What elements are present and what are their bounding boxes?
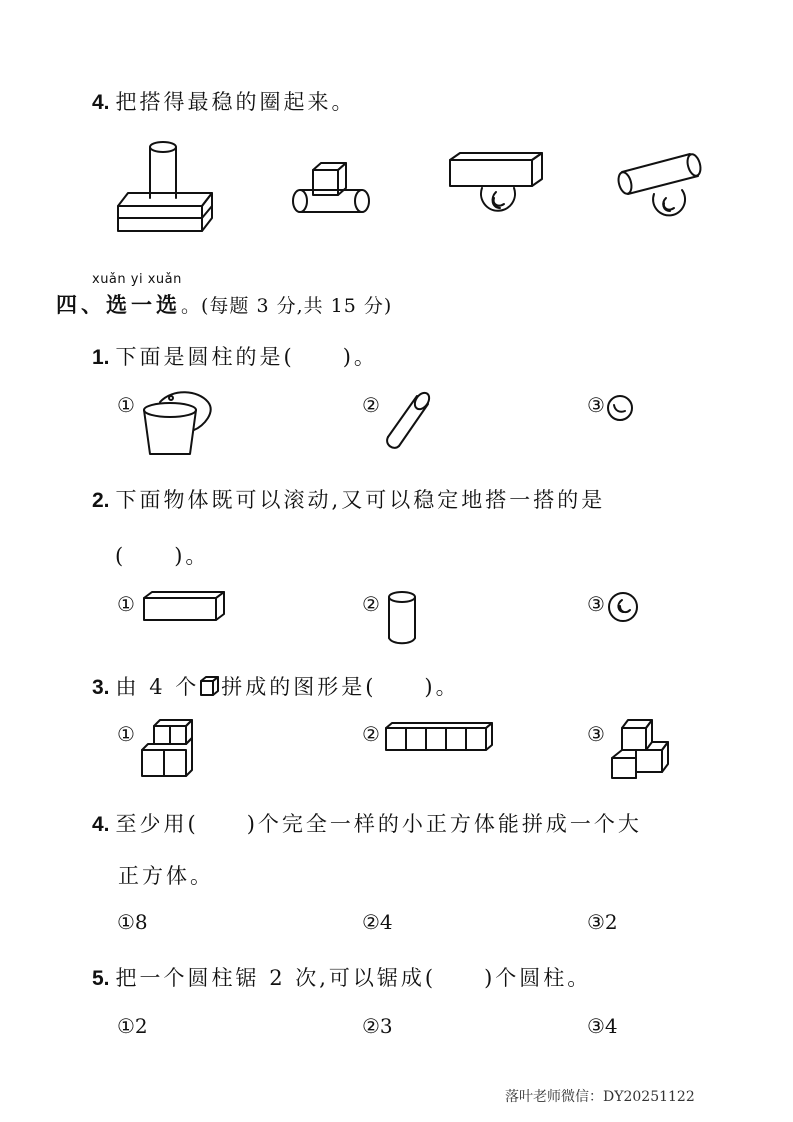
q4-option-3[interactable]: ③2	[587, 910, 618, 934]
footer-contact: 落叶老师微信：DY20251122	[505, 1089, 695, 1105]
q1-option-1-label[interactable]: ①	[117, 393, 135, 417]
question-number: 4.	[92, 813, 110, 836]
q3-option-2-label[interactable]: ②	[362, 722, 380, 746]
q2-option-1-label[interactable]: ①	[117, 592, 135, 616]
q4-option-1[interactable]: ①8	[117, 910, 148, 934]
stack-option-cube-on-cylinder[interactable]	[288, 158, 378, 218]
choice-question-4	[92, 808, 642, 838]
question-text: 至少用( )个完全一样的小正方体能拼成一个大	[115, 812, 642, 836]
ball-icon	[608, 592, 640, 624]
upright-cylinder-icon	[386, 590, 420, 646]
question-text: 下面是圆柱的是( )。	[115, 345, 378, 369]
q1-option-2-label[interactable]: ②	[362, 393, 380, 417]
cuboid-icon	[140, 590, 230, 624]
cube-row-icon	[384, 722, 496, 752]
q3-option-1-label[interactable]: ①	[117, 722, 135, 746]
question-number: 5.	[92, 967, 110, 990]
question-number: 2.	[92, 489, 110, 512]
choice-question-3	[92, 671, 460, 701]
question-text-continued: 正方体。	[118, 864, 214, 888]
small-cube-icon	[199, 675, 221, 697]
q2-option-2-label[interactable]: ②	[362, 592, 380, 616]
stack-question	[92, 86, 356, 116]
sphere-icon	[607, 395, 635, 423]
section-score-note: 。(每题 3 分,共 15 分)	[181, 295, 393, 317]
q1-option-3-label[interactable]: ③	[587, 393, 605, 417]
question-number: 3.	[92, 676, 110, 699]
question-text-part-1: 由 4 个	[115, 675, 200, 699]
question-number: 4.	[92, 91, 110, 114]
section-heading: 四、选一选	[56, 292, 181, 317]
stack-option-box-on-ball[interactable]	[446, 150, 546, 225]
q3-option-3-label[interactable]: ③	[587, 722, 605, 746]
q2-option-3-label[interactable]: ③	[587, 592, 605, 616]
section-title	[56, 289, 392, 319]
stack-option-cylinder-on-boxes[interactable]	[110, 138, 220, 238]
stack-option-cylinder-on-ball[interactable]	[618, 148, 708, 223]
q4-option-2[interactable]: ②4	[362, 910, 393, 934]
question-number: 1.	[92, 346, 110, 369]
q5-option-2[interactable]: ②3	[362, 1014, 393, 1038]
choice-question-1	[92, 341, 378, 371]
question-text: 下面物体既可以滚动,又可以稳定地搭一搭的是	[115, 488, 606, 512]
section-pinyin: xuǎn yi xuǎn	[92, 272, 182, 287]
q5-option-3[interactable]: ③4	[587, 1014, 618, 1038]
choice-question-5	[92, 962, 591, 992]
choice-question-2	[92, 484, 605, 514]
cylinder-icon	[386, 391, 436, 453]
bucket-icon	[138, 394, 218, 460]
question-text-part-2: 拼成的图形是( )。	[221, 675, 460, 699]
cube-stack-b-icon	[610, 718, 672, 780]
cube-stack-a-icon	[140, 718, 200, 780]
q5-option-1[interactable]: ①2	[117, 1014, 148, 1038]
question-text: 把一个圆柱锯 2 次,可以锯成( )个圆柱。	[115, 966, 592, 990]
question-answer-blank[interactable]: ( )。	[115, 544, 210, 568]
question-text: 把搭得最稳的圈起来。	[115, 90, 356, 114]
